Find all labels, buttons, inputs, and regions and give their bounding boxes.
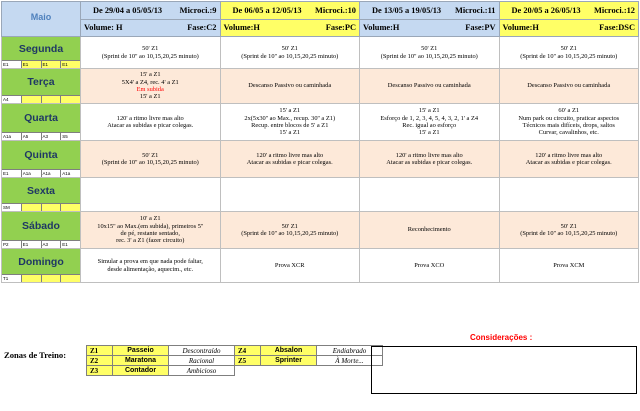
workout-cell[interactable] bbox=[500, 178, 640, 211]
subcode: SM bbox=[2, 204, 22, 211]
workout-cell[interactable] bbox=[81, 141, 221, 177]
subcode: E1 bbox=[2, 170, 22, 177]
workout-cell[interactable] bbox=[221, 178, 361, 211]
zone-desc: Descontraído bbox=[169, 346, 235, 356]
day-row bbox=[1, 249, 639, 283]
week-micro: Microci.:12 bbox=[593, 5, 635, 15]
workout-cell[interactable] bbox=[221, 69, 361, 103]
workout-line: Atacar as subidas e picar colegas. bbox=[107, 122, 194, 129]
subcode: A1a bbox=[2, 133, 22, 140]
workout-line: Descanso Passivo ou caminhada bbox=[248, 82, 332, 90]
workout-cell[interactable] bbox=[500, 69, 640, 103]
subcode: E1 bbox=[61, 61, 80, 68]
day-name: Terça bbox=[2, 69, 80, 95]
subcode bbox=[22, 96, 42, 103]
subcode bbox=[42, 275, 62, 282]
subcode bbox=[22, 275, 42, 282]
day-cell bbox=[1, 178, 81, 211]
workout-cell[interactable] bbox=[500, 141, 640, 177]
zone-code: Z3 bbox=[87, 366, 113, 376]
subcode: A1a bbox=[22, 170, 42, 177]
workout-line: Atacar as subidas e picar colegas. bbox=[525, 159, 612, 166]
workout-cell[interactable] bbox=[500, 212, 640, 248]
workout-cell[interactable] bbox=[360, 37, 500, 68]
day-name: Segunda bbox=[2, 37, 80, 60]
workout-line: 60' a Z1 bbox=[558, 107, 580, 115]
day-subcodes bbox=[2, 240, 80, 248]
week-fase: Fase:PV bbox=[465, 23, 496, 33]
workout-cell[interactable] bbox=[500, 249, 640, 282]
workout-cell[interactable] bbox=[81, 178, 221, 211]
week-header-1 bbox=[81, 1, 221, 37]
workout-line: 15' a Z1 bbox=[418, 129, 440, 137]
day-subcodes bbox=[2, 60, 80, 68]
week-header-3 bbox=[360, 1, 500, 37]
workout-line: 2x(5x30'' ao Max., recup. 30'' a Z1) bbox=[244, 114, 336, 122]
workout-cell[interactable] bbox=[81, 104, 221, 140]
workout-line: 5X4' a Z4, rec. 4' a Z1 bbox=[121, 78, 179, 86]
week-volume: Volume: H bbox=[84, 23, 123, 33]
zone-desc: À Morte... bbox=[317, 356, 383, 366]
zone-name: Maratona bbox=[113, 356, 169, 366]
week-fase: Fase:C2 bbox=[187, 23, 217, 33]
workout-cell[interactable] bbox=[81, 212, 221, 248]
workout-line: (Sprint de 10'' ao 10,15,20,25 minuto) bbox=[101, 159, 199, 166]
zone-row bbox=[87, 346, 383, 356]
training-zones-legend bbox=[4, 345, 383, 376]
workout-cell[interactable] bbox=[360, 212, 500, 248]
week-header-4 bbox=[500, 1, 640, 37]
zone-name: Sprinter bbox=[261, 356, 317, 366]
zones-table bbox=[86, 345, 383, 376]
workout-line: 50' Z1 bbox=[142, 45, 159, 53]
zone-row bbox=[87, 366, 383, 376]
week-micro: Microci.:11 bbox=[454, 5, 496, 15]
considerations-title: Considerações : bbox=[470, 333, 533, 342]
workout-line: desde alimentação, aquecim., etc. bbox=[107, 265, 194, 273]
zone-desc: Endiabrado bbox=[317, 346, 383, 356]
workout-line: Prova XCR bbox=[274, 261, 305, 269]
workout-line: 120' a ritmo livre mas alto bbox=[395, 151, 463, 159]
workout-cell[interactable] bbox=[221, 249, 361, 282]
workout-cell[interactable] bbox=[360, 141, 500, 177]
zone-desc: Racional bbox=[169, 356, 235, 366]
day-row bbox=[1, 212, 639, 249]
week-micro: Microci.:10 bbox=[314, 5, 356, 15]
day-name: Quinta bbox=[2, 141, 80, 169]
zone-code: Z2 bbox=[87, 356, 113, 366]
workout-line: 50' Z1 bbox=[281, 222, 298, 230]
workout-line: (Sprint de 10'' ao 10,15,20,25 minuto) bbox=[520, 52, 618, 60]
subcode: A3 bbox=[42, 133, 62, 140]
workout-line: (Sprint de 10'' ao 10,15,20,25 minuto) bbox=[380, 52, 478, 60]
day-cell bbox=[1, 104, 81, 140]
subcode: A1a bbox=[61, 170, 80, 177]
subcode: E1 bbox=[2, 61, 22, 68]
workout-line: 120' a ritmo livre mas alto bbox=[256, 151, 324, 159]
zone-desc: Ambicioso bbox=[169, 366, 235, 376]
subcode bbox=[61, 96, 80, 103]
week-dates: De 06/05 a 12/05/13 bbox=[232, 5, 302, 15]
subcode: E1 bbox=[42, 61, 62, 68]
workout-line: 50' Z1 bbox=[421, 45, 438, 53]
subcode bbox=[42, 96, 62, 103]
workout-cell[interactable] bbox=[500, 37, 640, 68]
zone-code: Z4 bbox=[235, 346, 261, 356]
zone-name: Contador bbox=[113, 366, 169, 376]
day-rows bbox=[1, 37, 639, 283]
day-cell bbox=[1, 249, 81, 282]
day-row bbox=[1, 37, 639, 69]
workout-line: Descanso Passivo ou caminhada bbox=[387, 82, 471, 90]
workout-line: 10x15'' ao Max.(em subida), primeiros 5'' bbox=[97, 222, 204, 230]
workout-cell[interactable] bbox=[360, 69, 500, 103]
considerations-box[interactable] bbox=[371, 346, 637, 394]
week-fase: Fase:DSC bbox=[599, 23, 635, 33]
week-dates: De 13/05 a 19/05/13 bbox=[372, 5, 442, 15]
subcode: P2 bbox=[2, 241, 22, 248]
week-micro: Microci.:9 bbox=[179, 5, 217, 15]
subcode bbox=[42, 204, 62, 211]
workout-cell[interactable] bbox=[360, 178, 500, 211]
subcode bbox=[22, 204, 42, 211]
subcode: T1 bbox=[2, 275, 22, 282]
day-cell bbox=[1, 141, 81, 177]
zone-code: Z5 bbox=[235, 356, 261, 366]
week-dates: De 20/05 a 26/05/13 bbox=[511, 5, 581, 15]
header-row bbox=[1, 1, 639, 37]
workout-line: 50' Z1 bbox=[560, 45, 577, 53]
week-header-2 bbox=[221, 1, 361, 37]
zone-name: Absalon bbox=[261, 346, 317, 356]
workout-line: (Sprint de 10'' ao 10,15,20,25 minuto) bbox=[101, 52, 199, 60]
week-dates: De 29/04 a 05/05/13 bbox=[93, 5, 163, 15]
subcode: E1 bbox=[22, 241, 42, 248]
week-volume: Volume:H bbox=[223, 23, 260, 33]
day-subcodes bbox=[2, 132, 80, 140]
workout-line: 50' Z1 bbox=[142, 151, 159, 159]
workout-line: Prova XCM bbox=[553, 261, 585, 269]
workout-line: 15' a Z1 bbox=[139, 71, 161, 79]
subcode: A4 bbox=[2, 96, 22, 103]
day-row bbox=[1, 104, 639, 141]
workout-line: 10' a Z1 bbox=[139, 215, 161, 223]
workout-line: (Sprint de 10'' ao 10,15,20,25 minuto) bbox=[520, 230, 618, 237]
workout-cell[interactable] bbox=[81, 69, 221, 103]
workout-line: Num park ou circuito, praticar aspectos bbox=[518, 114, 620, 122]
workout-line: Técnicos mais difíceis, drops, saltos bbox=[522, 122, 615, 129]
day-name: Quarta bbox=[2, 104, 80, 132]
workout-line: (Sprint de 10'' ao 10,15,20,25 minuto) bbox=[241, 230, 339, 237]
day-name: Sexta bbox=[2, 178, 80, 203]
workout-line: 15' a Z1 bbox=[279, 107, 301, 115]
workout-line: Curvar, cavalinhos, etc. bbox=[538, 129, 599, 137]
day-row bbox=[1, 141, 639, 178]
zone-name: Passeio bbox=[113, 346, 169, 356]
workout-cell[interactable] bbox=[500, 104, 640, 140]
workout-cell[interactable] bbox=[221, 104, 361, 140]
workout-line: rec. 3' a Z1 (fazer circuito) bbox=[116, 237, 185, 245]
workout-line: Reconhecimento bbox=[407, 226, 451, 234]
week-volume: Volume:H bbox=[502, 23, 539, 33]
workout-line: 50' Z1 bbox=[560, 222, 577, 230]
workout-line: 15' a Z1 bbox=[418, 107, 440, 115]
workout-line: (Sprint de 10'' ao 10,15,20,25 minuto) bbox=[241, 52, 339, 60]
subcode: E1 bbox=[22, 61, 42, 68]
subcode bbox=[61, 204, 80, 211]
day-row bbox=[1, 69, 639, 104]
workout-line: de pé, restante sentado, bbox=[120, 230, 180, 237]
subcode: E1 bbox=[61, 241, 80, 248]
month-label: Maio bbox=[1, 1, 81, 37]
workout-cell[interactable] bbox=[360, 104, 500, 140]
workout-line: 15' a Z1 bbox=[279, 129, 301, 137]
legend-title: Zonas de Treino: bbox=[4, 350, 67, 360]
week-volume: Volume:H bbox=[363, 23, 400, 33]
day-cell bbox=[1, 37, 81, 68]
workout-line: Prova XCO bbox=[414, 261, 445, 269]
day-row bbox=[1, 178, 639, 212]
day-subcodes bbox=[2, 203, 80, 211]
day-subcodes bbox=[2, 274, 80, 282]
workout-cell[interactable] bbox=[81, 37, 221, 68]
workout-cell[interactable] bbox=[360, 249, 500, 282]
workout-cell[interactable] bbox=[221, 141, 361, 177]
training-plan-sheet bbox=[1, 1, 639, 283]
workout-line: Simular a prova em que nada pode faltar, bbox=[97, 258, 203, 266]
subcode: A3 bbox=[42, 241, 62, 248]
subcode: S5 bbox=[61, 133, 80, 140]
day-cell bbox=[1, 212, 81, 248]
workout-line: Recup. entre blocos de 5' a Z1 bbox=[251, 122, 329, 129]
subcode: A5 bbox=[22, 133, 42, 140]
workout-line: Descanso Passivo ou caminhada bbox=[527, 82, 611, 90]
workout-line: Esforço de 1, 2, 3, 4, 5, 4, 3, 2, 1' a Z4 bbox=[380, 114, 479, 122]
day-subcodes bbox=[2, 169, 80, 177]
workout-line: 50' Z1 bbox=[281, 45, 298, 53]
week-fase: Fase:PC bbox=[325, 23, 356, 33]
subcode: A1a bbox=[42, 170, 62, 177]
workout-cell[interactable] bbox=[221, 37, 361, 68]
workout-line: 120' a ritmo livre mas alto bbox=[116, 114, 184, 122]
day-subcodes bbox=[2, 95, 80, 103]
workout-line: Atacar as subidas e picar colegas. bbox=[386, 159, 473, 166]
workout-line: Atacar as subidas e picar colegas. bbox=[246, 159, 333, 166]
workout-line: Rec. igual ao esforço bbox=[402, 122, 457, 129]
workout-cell[interactable] bbox=[81, 249, 221, 282]
zone-code: Z1 bbox=[87, 346, 113, 356]
zone-row bbox=[87, 356, 383, 366]
day-name: Domingo bbox=[2, 249, 80, 274]
workout-line: 15' a Z1 bbox=[139, 93, 161, 101]
day-name: Sábado bbox=[2, 212, 80, 240]
subcode bbox=[61, 275, 80, 282]
day-cell bbox=[1, 69, 81, 103]
workout-line: 120' a ritmo livre mas alto bbox=[535, 151, 603, 159]
workout-cell[interactable] bbox=[221, 212, 361, 248]
workout-line: Em subida bbox=[136, 86, 164, 93]
